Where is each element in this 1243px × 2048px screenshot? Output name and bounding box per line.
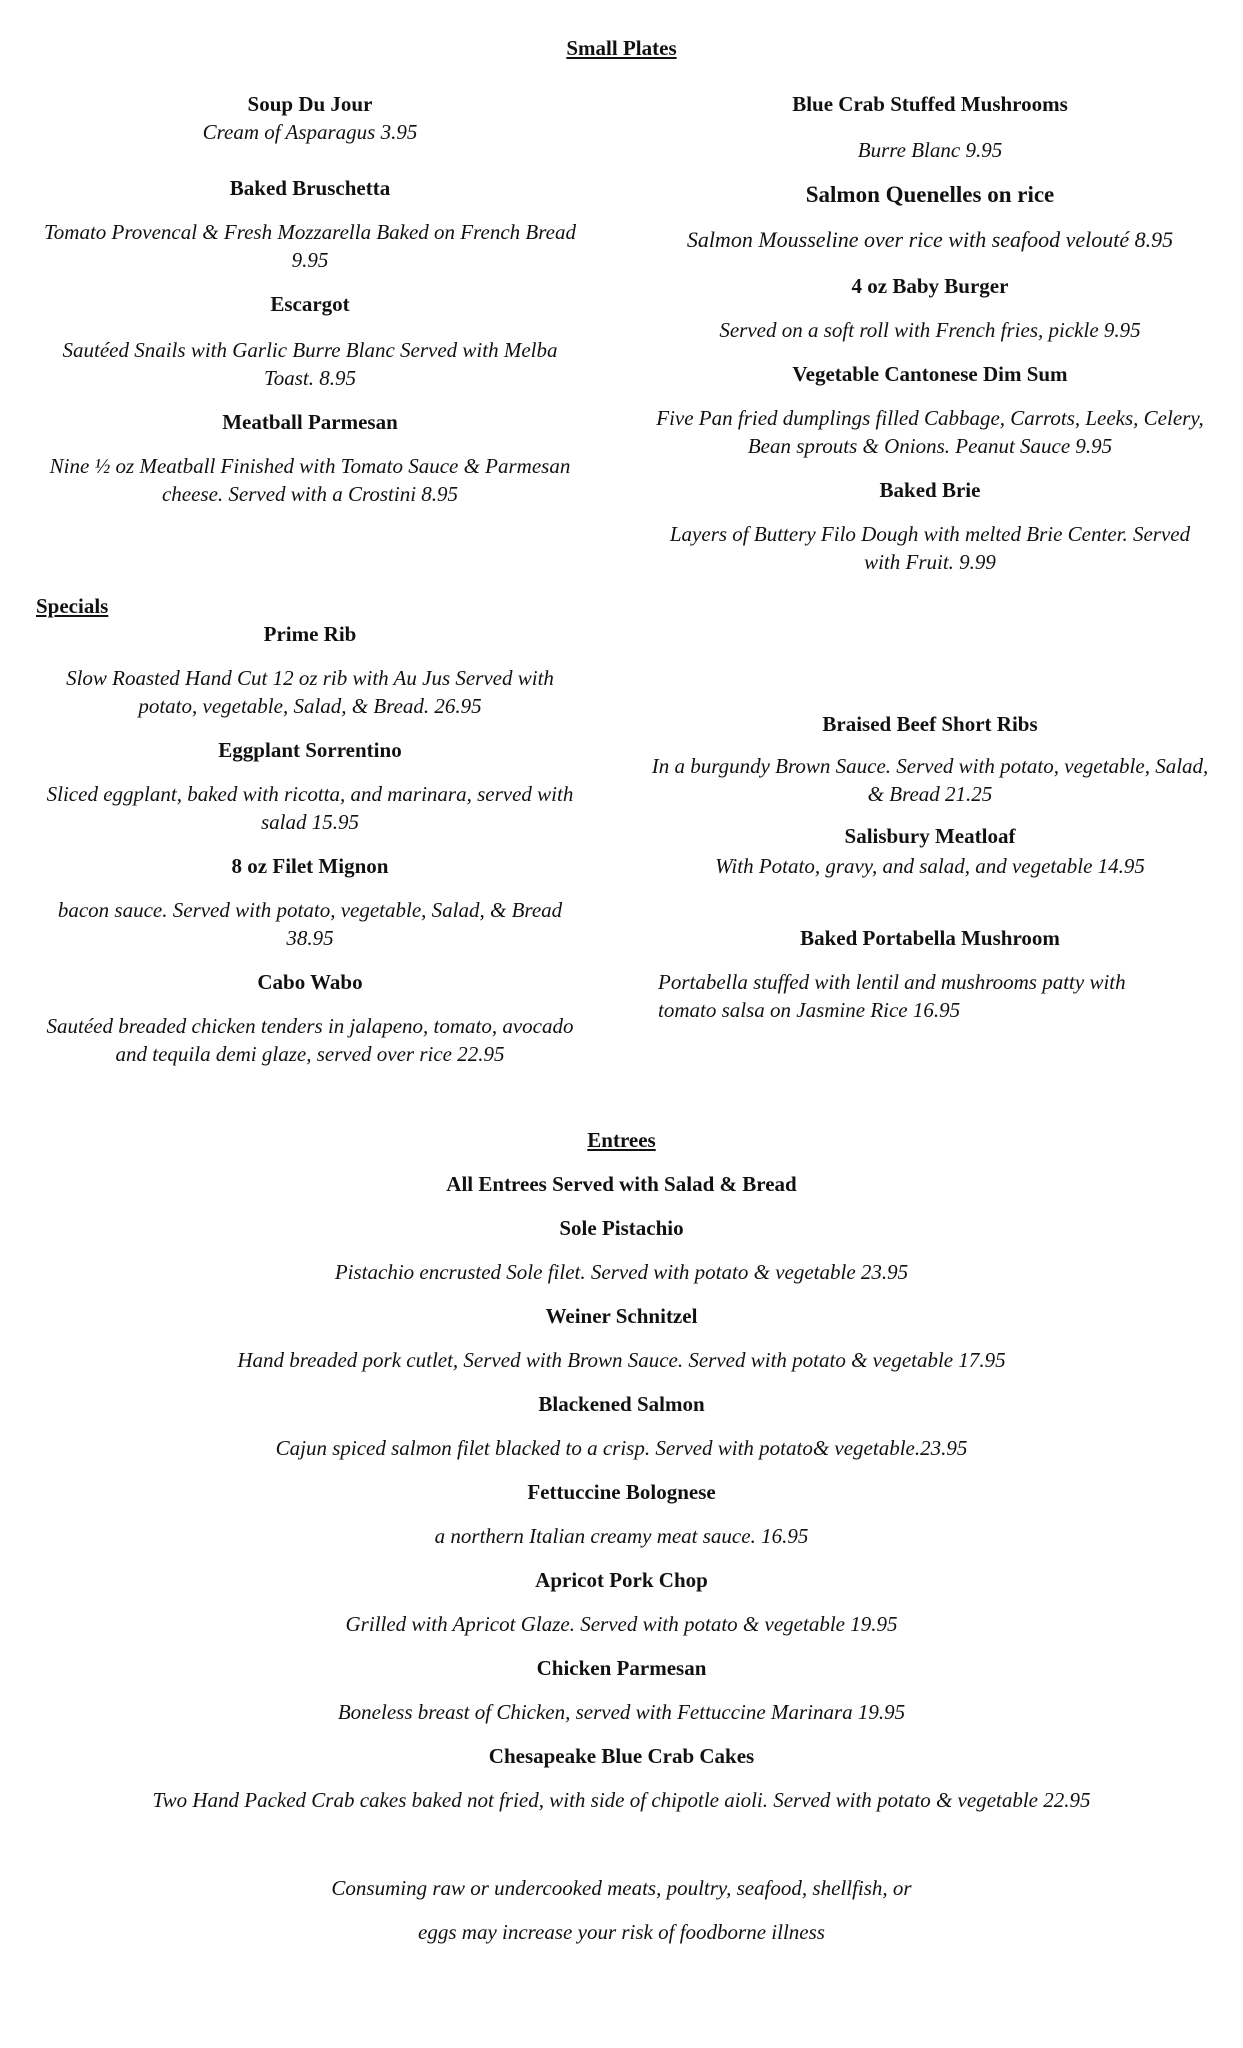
menu-item-title: Weiner Schnitzel <box>545 1304 698 1328</box>
menu-item-title: Baked Bruschetta <box>229 176 391 200</box>
menu-item-title: Prime Rib <box>263 622 357 646</box>
menu-item-title: Fettuccine Bolognese <box>527 1480 716 1504</box>
menu-item-title: Braised Beef Short Ribs <box>822 712 1038 736</box>
menu-item-title: Apricot Pork Chop <box>535 1568 708 1592</box>
menu-item-title: Baked Brie <box>879 478 981 502</box>
menu-item-desc: Tomato Provencal & Fresh Mozzarella Baked on French Bread 9.95 <box>44 220 576 272</box>
entrees-heading: Entrees <box>587 1128 656 1152</box>
menu-item-title: Sole Pistachio <box>559 1216 684 1240</box>
menu-item-title: Escargot <box>270 292 350 316</box>
menu-item-title: 4 oz Baby Burger <box>851 274 1009 298</box>
menu-item-desc: Hand breaded pork cutlet, Served with Brown Sauce. Served with potato & vegetable 17.95 <box>237 1348 1006 1372</box>
menu-item-desc: With Potato, gravy, and salad, and vegetable 14.95 <box>715 854 1145 878</box>
menu-item-desc: Five Pan fried dumplings filled Cabbage, Carrots, Leeks, Celery, Bean sprouts & Onions. Peanut Sauce 9.95 <box>656 406 1204 458</box>
menu-item-title: 8 oz Filet Mignon <box>231 854 389 878</box>
menu-item-desc: Cream of Asparagus 3.95 <box>202 120 418 144</box>
menu-item-title: Chicken Parmesan <box>536 1656 707 1680</box>
menu-item-desc: Pistachio encrusted Sole filet. Served with potato & vegetable 23.95 <box>334 1260 909 1284</box>
menu-item-title: Baked Portabella Mushroom <box>800 926 1060 950</box>
menu-item-desc: Sautéed Snails with Garlic Burre Blanc Served with Melba Toast. 8.95 <box>62 338 558 390</box>
menu-item-title: Blackened Salmon <box>538 1392 705 1416</box>
menu-item-desc: bacon sauce. Served with potato, vegetable, Salad, & Bread 38.95 <box>57 898 563 950</box>
food-safety-warning-line1: Consuming raw or undercooked meats, poultry, seafood, shellfish, or <box>331 1876 912 1900</box>
menu-item-desc: Served on a soft roll with French fries, pickle 9.95 <box>719 318 1141 342</box>
menu-item-desc: Portabella stuffed with lentil and mushrooms patty with tomato salsa on Jasmine Rice 16.95 <box>658 970 1126 1022</box>
food-safety-warning-line2: eggs may increase your risk of foodborne illness <box>418 1920 825 1944</box>
menu-item-desc: Burre Blanc 9.95 <box>857 138 1003 162</box>
menu-item-title: Cabo Wabo <box>257 970 363 994</box>
menu-item-title: Eggplant Sorrentino <box>218 738 402 762</box>
menu-item-title: Salisbury Meatloaf <box>844 824 1016 848</box>
menu-item-desc: Nine ½ oz Meatball Finished with Tomato Sauce & Parmesan cheese. Served with a Crostini 8.95 <box>49 454 571 506</box>
menu-item-title: Vegetable Cantonese Dim Sum <box>792 362 1068 386</box>
menu-item-desc: Grilled with Apricot Glaze. Served with potato & vegetable 19.95 <box>345 1612 898 1636</box>
menu-item-desc: a northern Italian creamy meat sauce. 16.95 <box>434 1524 809 1548</box>
small-plates-heading: Small Plates <box>566 36 677 60</box>
menu-item-desc: Salmon Mousseline over rice with seafood velouté 8.95 <box>686 227 1174 252</box>
menu-item-title: Blue Crab Stuffed Mushrooms <box>792 92 1068 116</box>
menu-item-desc: Two Hand Packed Crab cakes baked not fried, with side of chipotle aioli. Served with potato & vegetable 22.95 <box>152 1788 1091 1812</box>
menu-item-desc: Boneless breast of Chicken, served with Fettuccine Marinara 19.95 <box>337 1700 906 1724</box>
menu-item-desc: Layers of Buttery Filo Dough with melted Brie Center. Served with Fruit. 9.99 <box>669 522 1191 574</box>
entrees-subheading: All Entrees Served with Salad & Bread <box>446 1172 797 1196</box>
specials-heading: Specials <box>36 594 109 618</box>
menu-item-title: Chesapeake Blue Crab Cakes <box>488 1744 755 1768</box>
menu-item-desc: Sautéed breaded chicken tenders in jalapeno, tomato, avocado and tequila demi glaze, served over rice 22.95 <box>46 1014 574 1066</box>
menu-item-title: Soup Du Jour <box>247 92 373 116</box>
menu-item-desc: Sliced eggplant, baked with ricotta, and marinara, served with salad 15.95 <box>46 782 574 834</box>
menu-item-title: Meatball Parmesan <box>222 410 398 434</box>
menu-item-desc: Slow Roasted Hand Cut 12 oz rib with Au Jus Served with potato, vegetable, Salad, & Bread. 26.95 <box>66 666 554 718</box>
menu-item-desc: Cajun spiced salmon filet blacked to a crisp. Served with potato& vegetable.23.95 <box>275 1436 968 1460</box>
menu-item-title: Salmon Quenelles on rice <box>805 182 1055 207</box>
menu-item-desc: In a burgundy Brown Sauce. Served with potato, vegetable, Salad, & Bread 21.25 <box>651 754 1209 806</box>
